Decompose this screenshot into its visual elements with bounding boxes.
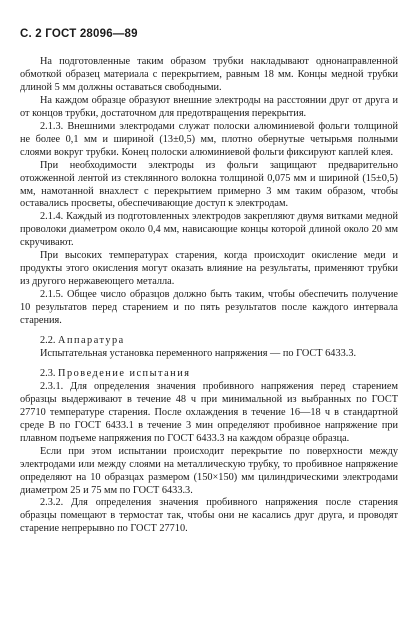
paragraph: На каждом образце образуют внешние электроды на расстоянии друг от друга и от концов трубки, достаточном для предотвращения перекрытия. [20, 94, 398, 119]
section-title: Аппаратура [58, 335, 125, 347]
paragraph: Если при этом испытании происходит перекрытие по поверхности между электродами или между слоями на металлическую трубку, то пробивное напряжение определяют на 10 образцах размером (150×150) мм цилиндрическими электродами диаметром 25 и 75 мм по ГОСТ 6433.3. [20, 445, 398, 496]
paragraph: Испытательная установка переменного напряжения — по ГОСТ 6433.3. [40, 347, 357, 359]
paragraph: 2.3.1. Для определения значения пробивного напряжения перед старением образцы выдерживают в течение 48 ч при минимальной из выбранных по ГОСТ 27710 температуре старения. После охлаждения в течение 16—18 ч в стандартной среде В по ГОСТ 6433.1 в течение 3 мин определяют пробивное напряжение при плавном подъеме напряжения по ГОСТ 6433.3 на каждом образце образца. [20, 380, 398, 444]
paragraph: При необходимости электроды из фольги защищают предварительно отожженной лентой из стеклянного волокна толщиной 0,075 мм и шириной (15±0,5) мм, намотанной внахлест с перекрытием примерно 3 мм таким образом, чтобы оставались просветы, обеспечивающие доступ к электродам. [20, 159, 398, 210]
paragraph: 2.1.4. Каждый из подготовленных электродов закрепляют двумя витками медной проволоки диаметром около 0,4 мм, нависающие концы которой длиной около 20 мм скручивают. [20, 211, 398, 249]
paragraph: 2.1.5. Общее число образцов должно быть таким, чтобы обеспечить получение 10 результатов перед старением и по пять результатов после каждого интервала старения. [20, 289, 398, 327]
section-heading-2-2 [20, 335, 398, 348]
section-number: 2.2. [40, 335, 56, 347]
section-number: 2.3. [40, 367, 56, 379]
document-body [20, 56, 398, 536]
paragraph: На подготовленные таким образом трубки накладывают однонаправленной обмоткой образец материала с перекрытием, равным 18 мм. Концы медной трубки длиной 5 мм должны оставаться свободными. [20, 56, 398, 93]
section-title: Проведение испытания [58, 367, 191, 379]
page-header: С. 2 ГОСТ 28096—89 [20, 28, 138, 40]
paragraph: 2.3.2. Для определения значения пробивного напряжения после старения образцы помещают в термостат так, чтобы они не касались друг друга, и проводят старение непрерывно по ГОСТ 27710. [20, 497, 398, 535]
paragraph: 2.1.3. Внешними электродами служат полоски алюминиевой фольги толщиной не более 0,1 мм и шириной (13±0,5) мм, плотно обернутые четырьмя полными слоями вокруг трубки. Конец полоски алюминиевой фольги фиксируют каплей клея. [20, 120, 398, 158]
paragraph: При высоких температурах старения, когда происходит окисление меди и продукты этого окисления могут оказать влияние на результаты, применяют трубки из другого нержавеющего металла. [20, 250, 398, 288]
section-heading-2-3 [20, 368, 398, 381]
